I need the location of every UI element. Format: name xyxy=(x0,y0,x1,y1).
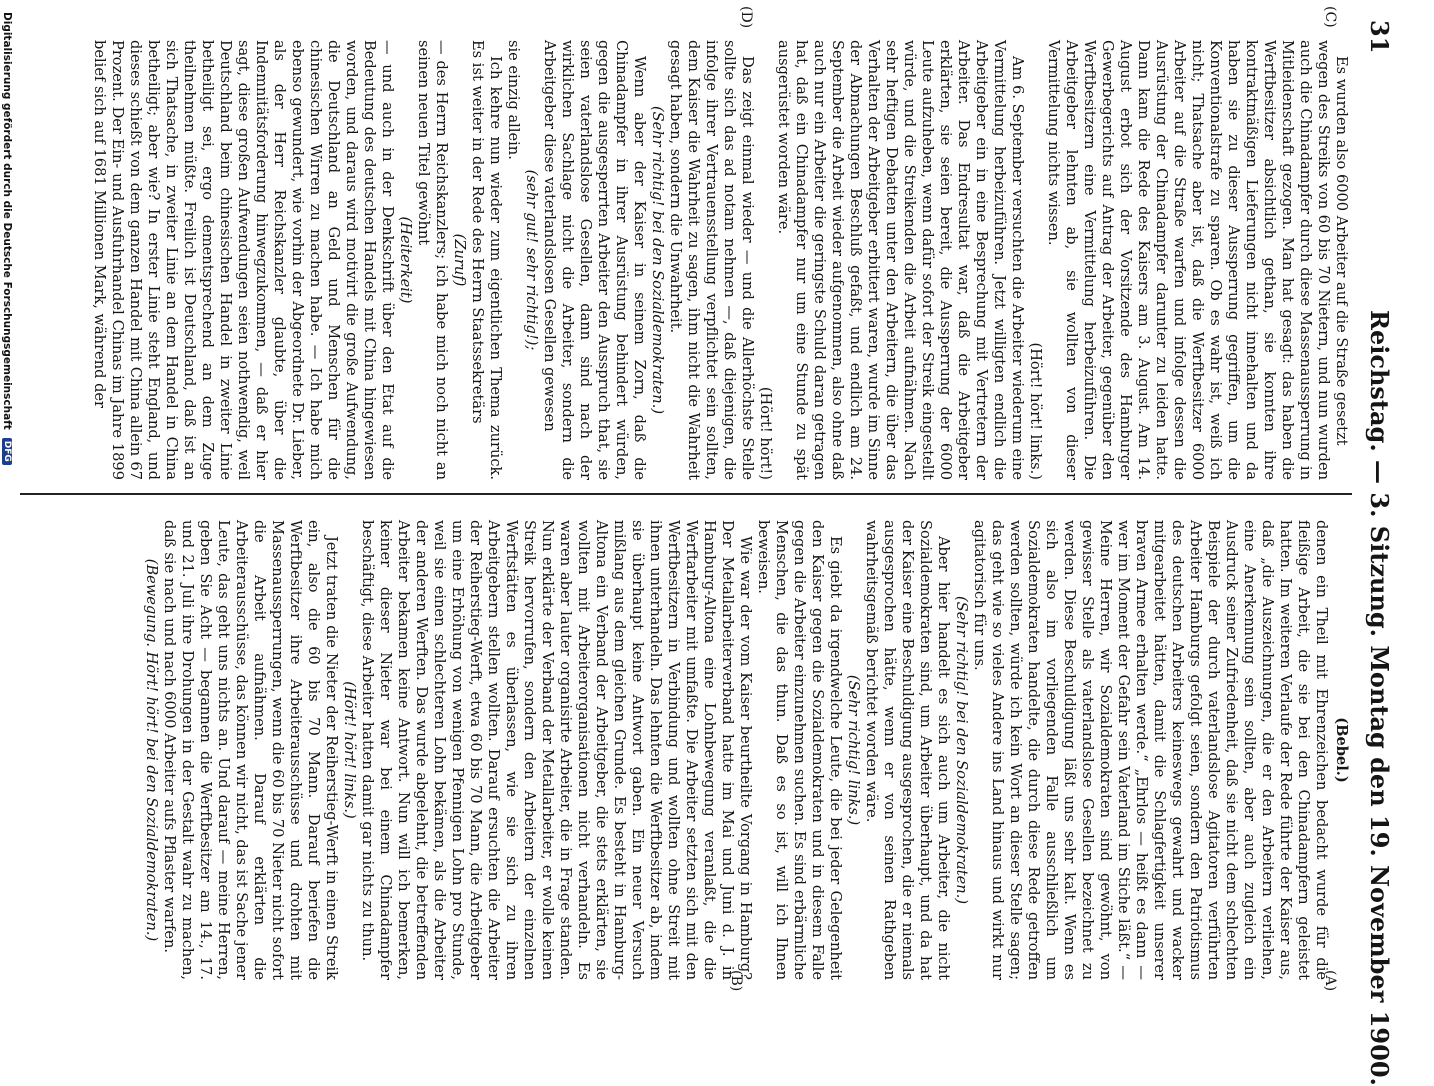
interjection: (Bewegung. Hört! hört! bei den Sozialdemokraten.) xyxy=(143,558,160,942)
interjection: (sehr gut! sehr richtig!); xyxy=(523,169,540,351)
interjection: (Sehr richtig! links.) xyxy=(845,674,862,826)
paragraph: Ich kehre nun wieder zum eigentlichen Thema zurück. Es ist weiter in der Rede des Herrn Staatssekretärs xyxy=(469,40,504,480)
interjection: (Sehr richtig! bei den Sozialdemokraten.) xyxy=(649,105,666,415)
left-column xyxy=(90,40,1350,480)
paragraph: Das zeigt einmal wieder — und die Allerhöchste Stelle sollte sich das ad notam nehmen —, daß diejenigen, die infolge ihrer Vertrauensstellung verpflichtet sein sollten, dem Kaiser die Wahrheit zu sagen, ihm nicht die Wahrheit gesagt haben, sondern die Unwahrheit. xyxy=(667,40,756,480)
paragraph: Es wurden also 6000 Arbeiter auf die Straße gesetzt xyxy=(1333,56,1350,446)
paragraph: Jetzt traten die Nieter der Reiherstieg-Werft in einen Streik ein, also die 60 bis 70 Mann. Darauf beriefen die Werftbesitzer ihre Arbeiterausschüsse und drohten mit Massenaussperrungen, wenn die 60 bis 70 Nieter nicht sofort die Arbeit aufnähmen. Darauf erklärten die Arbeiterausschüsse, das können wir nicht, das ist Sache jener Leute, das geht uns nichts an. Und darauf — meine Herren, geben Sie Acht — begannen die Werftbesitzer am 14., 17. und 21. Juli ihre Drohungen in der Gestalt wahr zu machen, daß sie nach und nach 6000 Arbeiter aufs Pflaster warfen. xyxy=(161,520,340,980)
paragraph: wegen des Streiks von 60 bis 70 Nietern, und nun wurden auch die Chinadampfer durch diese Massenaussperrung in Mitleidenschaft gezogen. Man hat gesagt: das haben die Werftbesitzer absichtlich gethan, sie konnten ihre kontraktmäßigen Lieferungen nicht innehalten und da haben sie zu dieser Aussperrung gegriffen, um die Konventionalstrafe zu sparen. Ob es wahr ist, weiß ich nicht; Thatsache aber ist, daß die Werftbesitzer 6000 Arbeiter auf die Straße warfen und infolge dessen die Ausrüstung der Chinadampfer darunter zu leiden hatte. Dann kam die Rede des Kaisers am 3. August. Am 14. August erbot sich der Vorsitzende des Hamburger Gewerbegerichts auf Antrag der Arbeiter, gegenüber den Werftbesitzern eine Vermittelung herbeizuführen. Die Arbeitgeber lehnten ab, sie wollten von dieser Vermittelung nichts wissen. xyxy=(1045,40,1332,480)
interjection: (Hört! hört! links.) xyxy=(1027,342,1044,480)
interjection: (Heiterkeit) xyxy=(397,216,414,304)
page-number: 31 xyxy=(1365,20,1394,54)
speaker-name: (Bebel.) xyxy=(1333,717,1350,783)
paragraph: — des Herrn Reichskanzlers; ich habe mich noch nicht an seinen neuen Titel gewöhnt xyxy=(415,40,450,480)
margin-mark-c: (C) xyxy=(1322,6,1338,28)
paragraph: Wenn aber der Kaiser in seinem Zorn, daß die Chinadampfer in ihrer Ausrüstung behindert würden, gegen die ausgesperrten Arbeiter den Ausspruch that, sie seien vaterlandslose Gesellen, dann sind nach der wirklichen Sachlage nicht die Arbeiter, sondern die Arbeitgeber diese vaterlandslosen Gesellen gewesen xyxy=(541,40,648,480)
column-divider xyxy=(20,493,1352,495)
interjection: (Zuruf) xyxy=(451,233,468,287)
digitization-credit xyxy=(0,0,14,1000)
paragraph: Es giebt da irgendwelche Leute, die bei jeder Gelegenheit den Kaiser gegen die Sozialdemokraten und in diesem Falle gegen die Arbeiter einzunehmen suchen. Es sind erbärmliche Menschen, die das thun. Daß es so ist, will ich Ihnen beweisen. xyxy=(755,520,844,980)
margin-mark-b: (B) xyxy=(728,970,744,992)
interjection: (Sehr richtig! bei den Sozialdemokraten.) xyxy=(953,595,970,905)
margin-mark-a: (A) xyxy=(1322,970,1338,992)
margin-mark-d: (D) xyxy=(738,6,754,29)
paragraph: Am 6. September versuchten die Arbeiter wiederum eine Vermittelung herbeizuführen. Jetzt willigten endlich die Arbeitgeber ein in eine Besprechung mit Vertretern der Arbeiter. Das Endresultat war, daß die Arbeitgeber erklärten, sie seien bereit, die Aussperrung der 6000 Leute aufzuheben, wenn dafür sofort der Streik eingestellt würde, und die Streikenden die Arbeit aufnähmen. Nach sehr heftigen Debatten unter den Arbeitern, die über das Verhalten der Arbeitgeber erbittert waren, wurde im Sinne der Abmachungen Beschluß gefaßt, und endlich am 24. September die Arbeit wieder aufgenommen, also ohne daß auch nur ein Arbeiter die geringste Schuld daran getragen hat, daß ein Chinadampfer nur um eine Stunde zu spät ausgerüstet worden wäre. xyxy=(775,40,1026,480)
paragraph: sie einzig allein. xyxy=(505,40,522,160)
interjection: (Hört! hört! links.) xyxy=(341,681,358,819)
page-title: Reichstag. — 3. Sitzung. Montag den 19. November 1900. xyxy=(1365,310,1394,1086)
right-column xyxy=(142,520,1350,980)
paragraph: Aber hier handelt es sich auch um Arbeiter, die nicht Sozialdemokraten sind, um Arbeiter überhaupt, und da hat der Kaiser eine Beschuldigung ausgesprochen, die er niemals ausgesprochen hätte, wenn er von seinen Rathgeben wahrheitsgemäß berichtet worden wäre. xyxy=(863,520,952,980)
paragraph: Wie war der vom Kaiser beurtheilte Vorgang in Hamburg? Der Metallarbeiterverband hatte im Mai und Juni d. J. in Hamburg-Altona eine Lohnbewegung veranlaßt, die die Werftarbeiter mit umfaßte. Die Arbeiter setzten sich mit den Werftbesitzern in Verbindung und wollten ohne Streit mit ihnen unterhandeln. Das lehnten die Werftbesitzer ab, indem sie überhaupt keine Antwort gaben. Ein neuer Versuch mißlang aus dem gleichen Grunde. Es besteht in Hamburg-Altona ein Verband der Arbeitgeber, die stets erklärten, sie wollten mit Arbeiterorganisationen nicht verhandeln. Es waren aber lauter organisirte Arbeiter, die in Frage standen. Nun erklärte der Verband der Metallarbeiter, er wolle keinen Streik hervorrufen, sondern den Arbeitern der einzelnen Werftstätten es überlassen, wie sie sich zu ihren Arbeitgebern stellen wollten. Darauf ersuchten die Arbeiter der Reiherstieg-Werft, etwa 60 bis 70 Mann, die Arbeitgeber um eine Erhöhung von wenigen Pfennigen Lohn pro Stunde, weil sie einen schlechteren Lohn bekämen, als die Arbeiter der anderen Werften. Das wurde abgelehnt, die betreffenden Arbeiter bekamen keine Antwort. Nun will ich bemerken, keiner dieser Nieter war bei einem Chinadampfer beschäftigt, diese Arbeiter hatten damit gar nichts zu thun. xyxy=(359,520,754,980)
credit-text: Digitalisierung gefördert durch die Deutsche Forschungsgemeinschaft xyxy=(1,12,13,430)
page-header xyxy=(1354,20,1394,1086)
paragraph: — und auch in der Denkschrift über den Etat auf die Bedeutung des deutschen Handels mit China hingewiesen worden, und daraus wird motivirt die große Aufwendung, die Deutschland an Geld und Menschen für die chinesischen Wirren zu machen habe. — Ich habe mich ebenso gewundert, wie vorhin der Abgeordnete Dr. Lieber, als der Herr Reichskanzler glaubte, über die Indemnitätsforderung hinwegzukommen, — daß er hier sagt, diese großen Aufwendungen seien nothwendig, weil Deutschland beim chinesischen Handel in zweiter Linie betheiligt sei, ergo dementsprechend an dem Zuge theilnehmen müßte. Freilich ist Deutschland, daß ist an sich Thatsache, in zweiter Linie an dem Handel in China betheiligt; aber wie? In erster Linie steht England, und dieses schießt von dem ganzen Handel mit China allein 67 Prozent. Der Ein- und Ausfuhrhandel Chinas im Jahre 1899 belief sich auf 1681 Millionen Mark, während der xyxy=(91,40,396,480)
paragraph: denen ein Theil mit Ehrenzeichen bedacht wurde für die fleißige Arbeit, die sie bei den Chinadampfern geleistet hatten. Im weiteren Verlaufe der Rede führte der Kaiser aus, daß „die Auszeichnungen, die er den Arbeitern verliehen, eine Anerkennung sein sollten, aber auch zugleich ein Ausdruck seiner Zufriedenheit, daß sie nicht dem schlechten Beispiele der durch vaterlandslose Agitatoren verführten Arbeiter Hamburgs gefolgt seien, sondern den Patriotismus des deutschen Arbeiters keineswegs gewahrt und wacker mitgearbeitet hätten, damit die Schlagfertigkeit unserer braven Armee erhalten werde.“ „Ehrlos — heißt es dann — wer im Moment der Gefahr sein Vaterland im Stiche läßt.“ — Meine Herren, wir Sozialdemokraten sind gewöhnt, von gewisser Stelle als vaterlandslose Gesellen bezeichnet zu werden. Diese Beschuldigung läßt uns sehr kalt. Wenn es sich also im vorliegenden Falle ausschließlich um Sozialdemokraten handelte, die durch diese Rede getroffen werden sollten, würde ich kein Wort an dieser Stelle sagen; das geht wie so vieles Andere ins Land hinaus und wirkt nur agitatorisch für uns. xyxy=(971,520,1330,980)
dfg-logo: DFG xyxy=(2,438,12,465)
interjection: (Hört! hört!) xyxy=(757,386,774,480)
